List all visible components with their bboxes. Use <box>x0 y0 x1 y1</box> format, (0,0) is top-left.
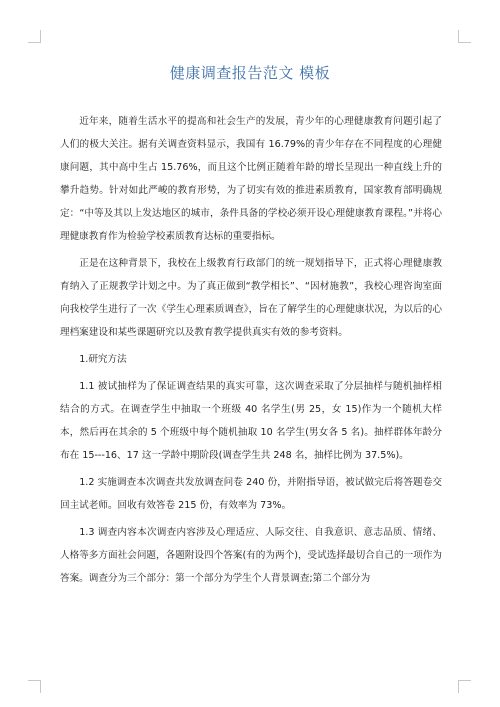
document-body <box>60 110 442 594</box>
paragraph-sampling: 1.1 被试抽样为了保证调查结果的真实可靠，这次调查采取了分层抽样与随机抽样相结合的方式。在调查学生中抽取一个班级 40 名学生(男 25，女 15)作为一个随机大样本，然后再在其余的 5 个班级中每个随机抽取 10 名学生(男女各 5 名)。抽样群体年龄分布在 15---16、17 这一学龄中期阶段(调查学生共 248 名，抽样比例为 37.5%)。 <box>60 381 442 461</box>
document-title: 健康调查报告范文 模板 <box>169 64 331 82</box>
corner-mark-top-right <box>458 30 471 43</box>
paragraph-intro: 近年来，随着生活水平的提高和社会生产的发展，青少年的心理健康教育问题引起了人们的极大关注。据有关调查资料显示，我国有 16.79%的青少年存在不同程度的心理健康问题，其中高中生占 15.76%，而且这个比例正随着年龄的增长呈现出一种直线上升的攀升趋势。针对如此严峻的教育形势，为了切实有效的推进素质教育，国家教育部明确规定：“中等及其以上发达地区的城市，条件具备的学校必须开设心理健康教育课程。”并将心理健康教育作为检验学校素质教育达标的重要指标。 <box>60 116 442 242</box>
paragraph-background: 正是在这种背景下，我校在上级教育行政部门的统一规划指导下，正式将心理健康教育纳入了正规教学计划之中。为了真正做到“教学相长”、“因材施教”，我校心理咨询室面向我校学生进行了一次《学生心理素质调查》，旨在了解学生的心理健康状况，为以后的心理档案建设和某些课题研究以及教育教学提供真实有效的参考资料。 <box>60 258 442 338</box>
section-heading-methods: 1.研究方法 <box>79 354 127 365</box>
corner-mark-top-left <box>28 30 41 43</box>
paragraph-implementation: 1.2 实施调查本次调查共发放调查问卷 240 份，并附指导语，被试做完后将答题卷交回主试老师。回收有效答卷 215 份，有效率为 73%。 <box>60 477 442 511</box>
corner-mark-bottom-right <box>458 680 471 693</box>
corner-mark-bottom-left <box>28 680 41 693</box>
paragraph-content: 1.3 调查内容本次调查内容涉及心理适应、人际交往、自我意识、意志品质、情绪、人格等多方面社会问题，各题附设四个答案(有的为两个)，受试选择最切合自己的一项作为答案。调查分为三个部分：第一个部分为学生个人背景调查;第二个部分为 <box>60 527 442 584</box>
